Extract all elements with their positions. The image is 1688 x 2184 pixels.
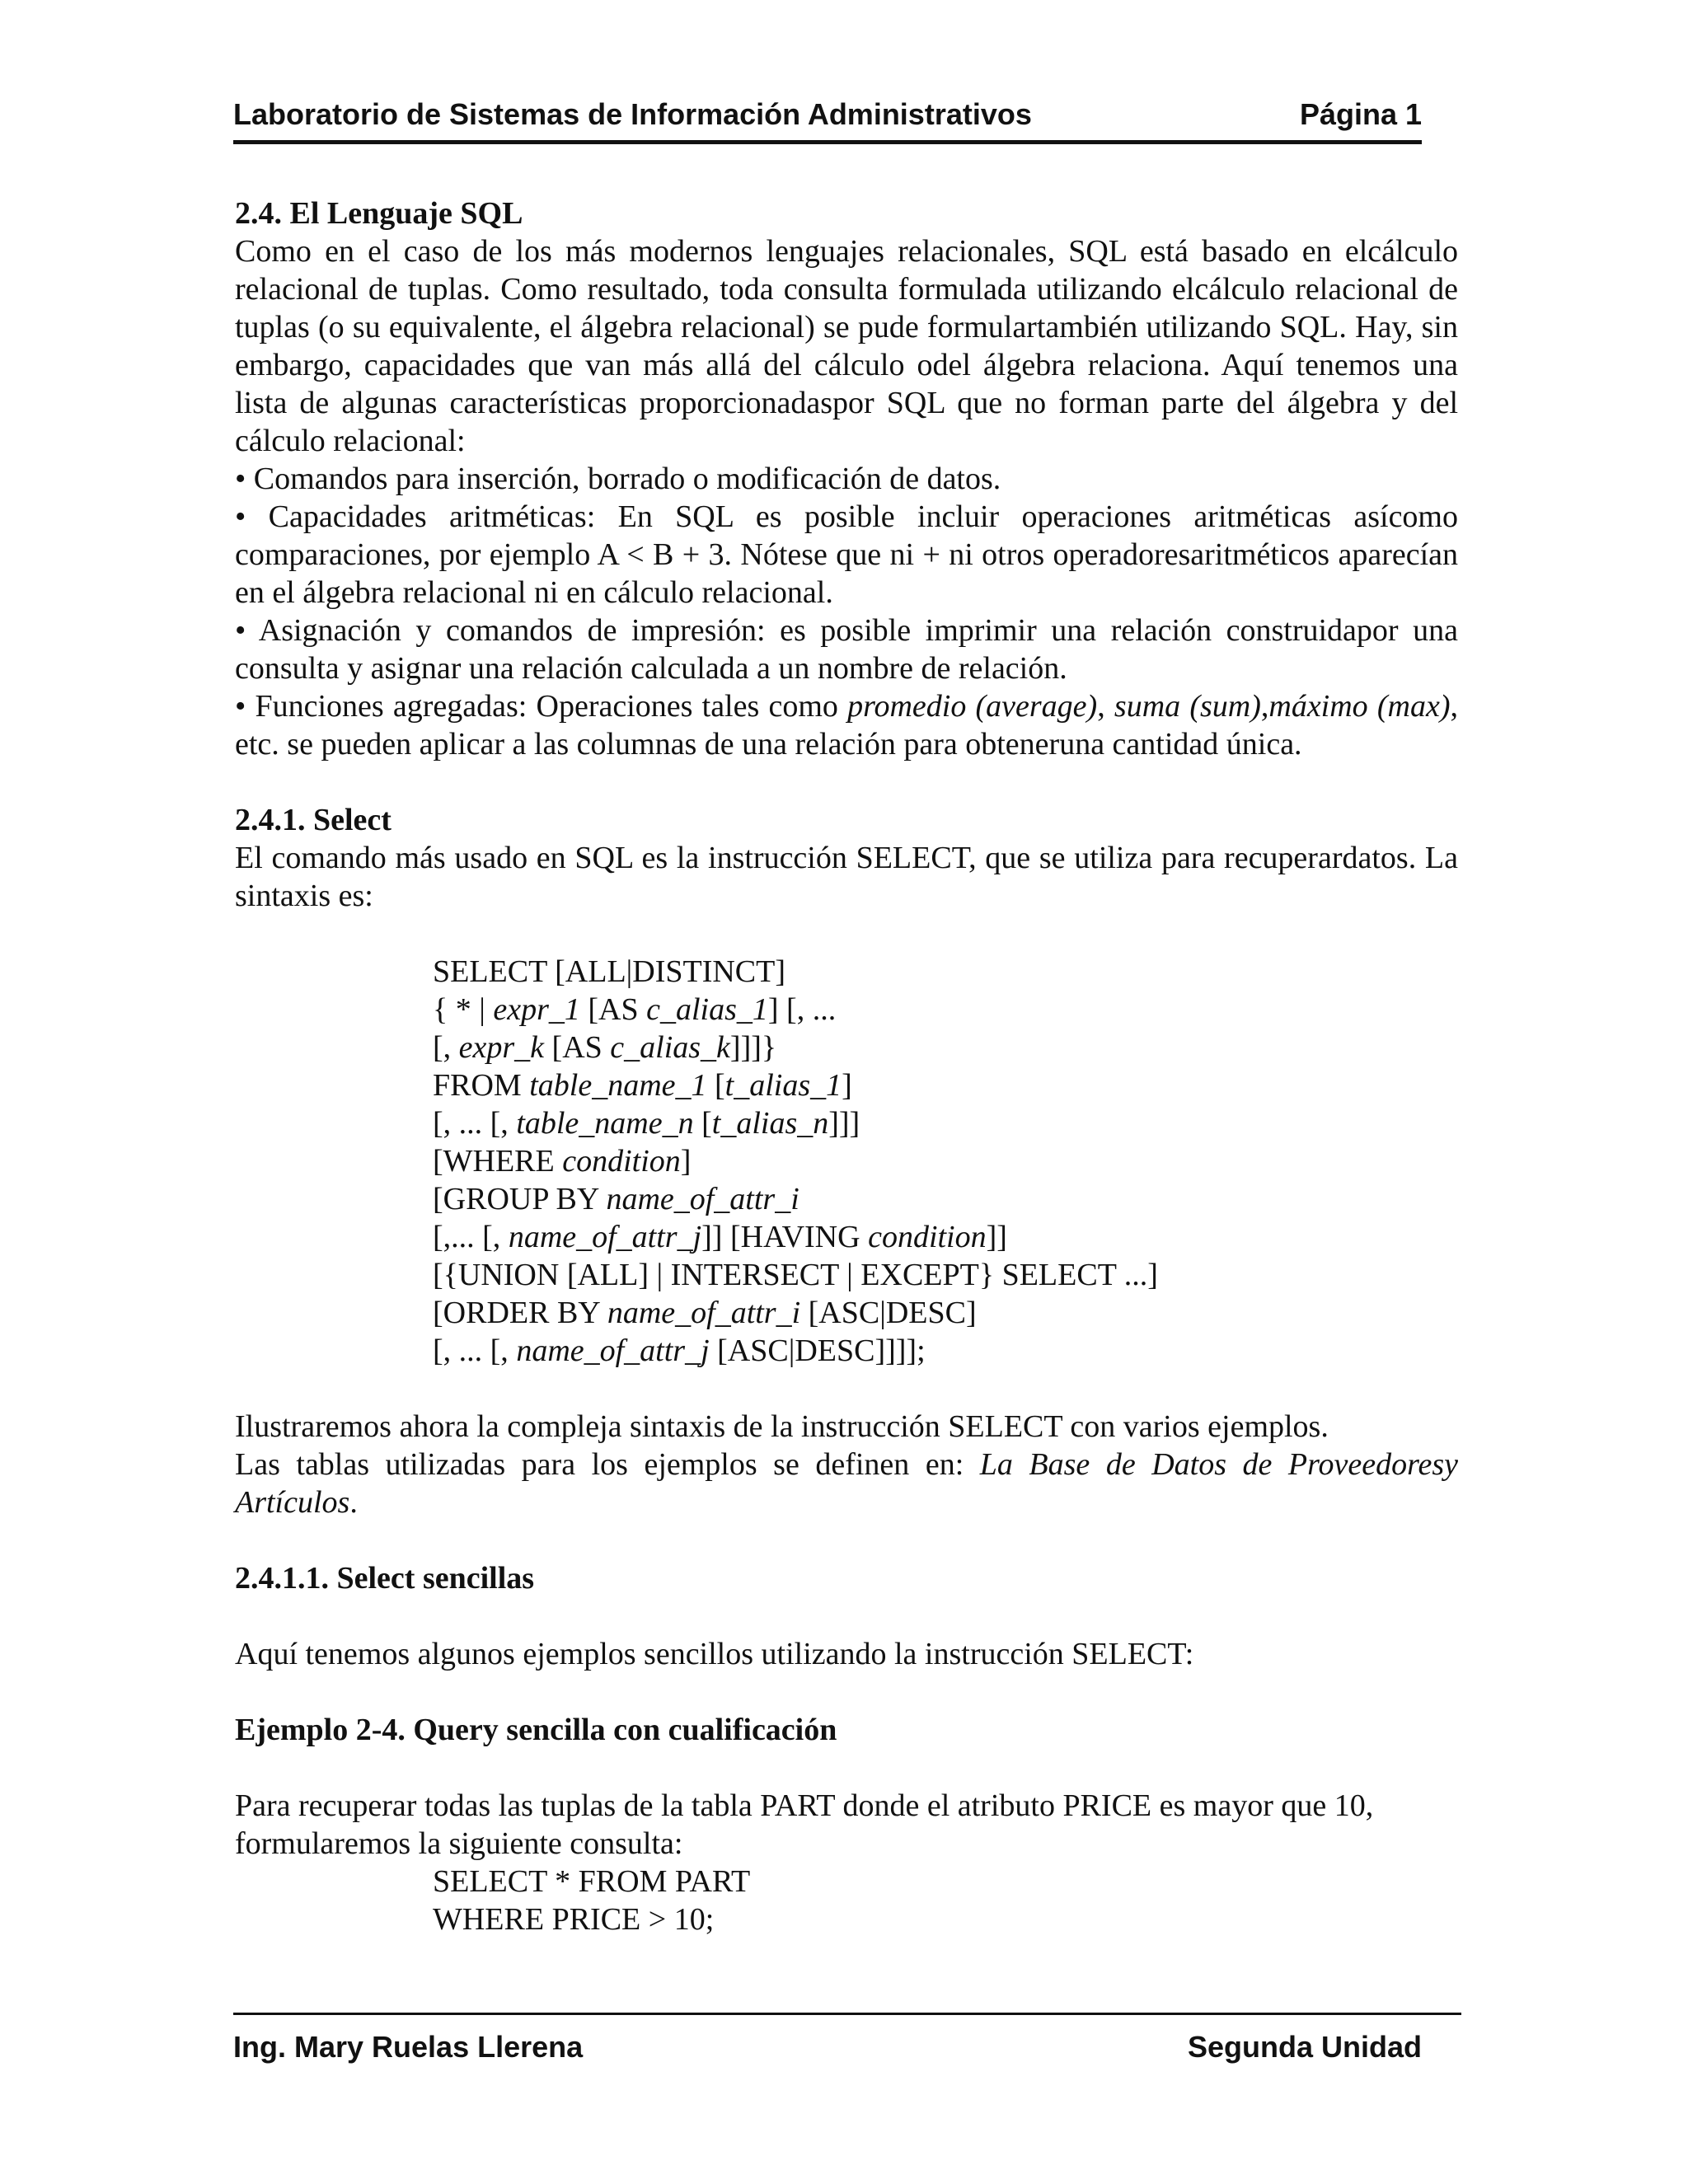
page-header bbox=[233, 97, 1422, 144]
header-title: Laboratorio de Sistemas de Información Administrativos bbox=[233, 97, 1032, 131]
bullet-item: • Comandos para inserción, borrado o modificación de datos. bbox=[235, 462, 1001, 496]
simple-select-heading: 2.4.1.1. Select sencillas bbox=[235, 1561, 535, 1596]
syntax-line: [, expr_k [AS c_alias_k]]]} bbox=[433, 1030, 777, 1065]
query-line: SELECT * FROM PART bbox=[433, 1864, 751, 1899]
bullet-item: • Asignación y comandos de impresión: es posible imprimir una relación construidapor una consulta y asignar una relación calculada a un nombre de relación. bbox=[235, 613, 1458, 686]
database-reference-link: La Base de Datos de Proveedoresy Artículos bbox=[235, 1447, 1459, 1520]
select-intro-paragraph: El comando más usado en SQL es la instrucción SELECT, que se utiliza para recuperardatos. La sintaxis es: bbox=[235, 841, 1458, 913]
page-footer bbox=[233, 2013, 1461, 2073]
examples-intro-line: Ilustraremos ahora la compleja sintaxis de la instrucción SELECT con varios ejemplos. bbox=[235, 1409, 1329, 1444]
select-syntax-block bbox=[433, 953, 1458, 1370]
syntax-line: [GROUP BY name_of_attr_i bbox=[433, 1182, 799, 1216]
syntax-line: [, ... [, table_name_n [t_alias_n]]] bbox=[433, 1106, 860, 1141]
syntax-line: [ORDER BY name_of_attr_i [ASC|DESC] bbox=[433, 1296, 977, 1330]
example-paragraph: Para recuperar todas las tuplas de la tabla PART donde el atributo PRICE es mayor que 10, formularemos la siguiente consulta: bbox=[235, 1788, 1374, 1861]
footer-unit: Segunda Unidad bbox=[1187, 2030, 1422, 2064]
bullet-item: • Capacidades aritméticas: En SQL es posible incluir operaciones aritméticas asícomo comparaciones, por ejemplo A < B + 3. Nótese que ni + ni otros operadoresaritméticos aparecían en el álgebra relacional ni en cálculo relacional. bbox=[235, 499, 1458, 610]
footer-author: Ing. Mary Ruelas Llerena bbox=[233, 2030, 584, 2064]
syntax-line: [, ... [, name_of_attr_j [ASC|DESC]]]]; bbox=[433, 1333, 926, 1368]
syntax-line: [WHERE condition] bbox=[433, 1144, 692, 1179]
syntax-line: [,... [, name_of_attr_j]] [HAVING condition]] bbox=[433, 1220, 1007, 1254]
syntax-line: { * | expr_1 [AS c_alias_1] [, ... bbox=[433, 992, 837, 1027]
example-heading: Ejemplo 2-4. Query sencilla con cualificación bbox=[235, 1713, 837, 1747]
select-heading: 2.4.1. Select bbox=[235, 803, 392, 837]
example-query-block bbox=[433, 1863, 1458, 1938]
section-heading: 2.4. El Lenguaje SQL bbox=[235, 196, 523, 231]
tables-reference-paragraph: Las tablas utilizadas para los ejemplos se definen en: La Base de Datos de Proveedoresy Artículos. bbox=[235, 1447, 1459, 1520]
page-number: Página 1 bbox=[1299, 97, 1422, 131]
section-intro-paragraph: Como en el caso de los más modernos lenguajes relacionales, SQL está basado en elcálculo relacional de tuplas. Como resultado, toda consulta formulada utilizando elcálculo relacional de tuplas (o su equivalente, el álgebra relacional) se pude formulartambién utilizando SQL. Hay, sin embargo, capacidades que van más allá del cálculo odel álgebra relaciona. Aquí tenemos una lista de algunas características proporcionadaspor SQL que no forman parte del álgebra y del cálculo relacional: bbox=[235, 234, 1458, 458]
query-line: WHERE PRICE > 10; bbox=[433, 1902, 715, 1937]
syntax-line: [{UNION [ALL] | INTERSECT | EXCEPT} SELECT ...] bbox=[433, 1258, 1158, 1292]
document-body bbox=[235, 194, 1458, 1938]
simple-select-intro: Aquí tenemos algunos ejemplos sencillos utilizando la instrucción SELECT: bbox=[235, 1637, 1194, 1671]
syntax-line: FROM table_name_1 [t_alias_1] bbox=[433, 1068, 852, 1103]
syntax-line: SELECT [ALL|DISTINCT] bbox=[433, 954, 786, 989]
bullet-item: • Funciones agregadas: Operaciones tales como promedio (average), suma (sum),máximo (max), etc. se pueden aplicar a las columnas de una relación para obteneruna cantidad única. bbox=[235, 689, 1458, 762]
